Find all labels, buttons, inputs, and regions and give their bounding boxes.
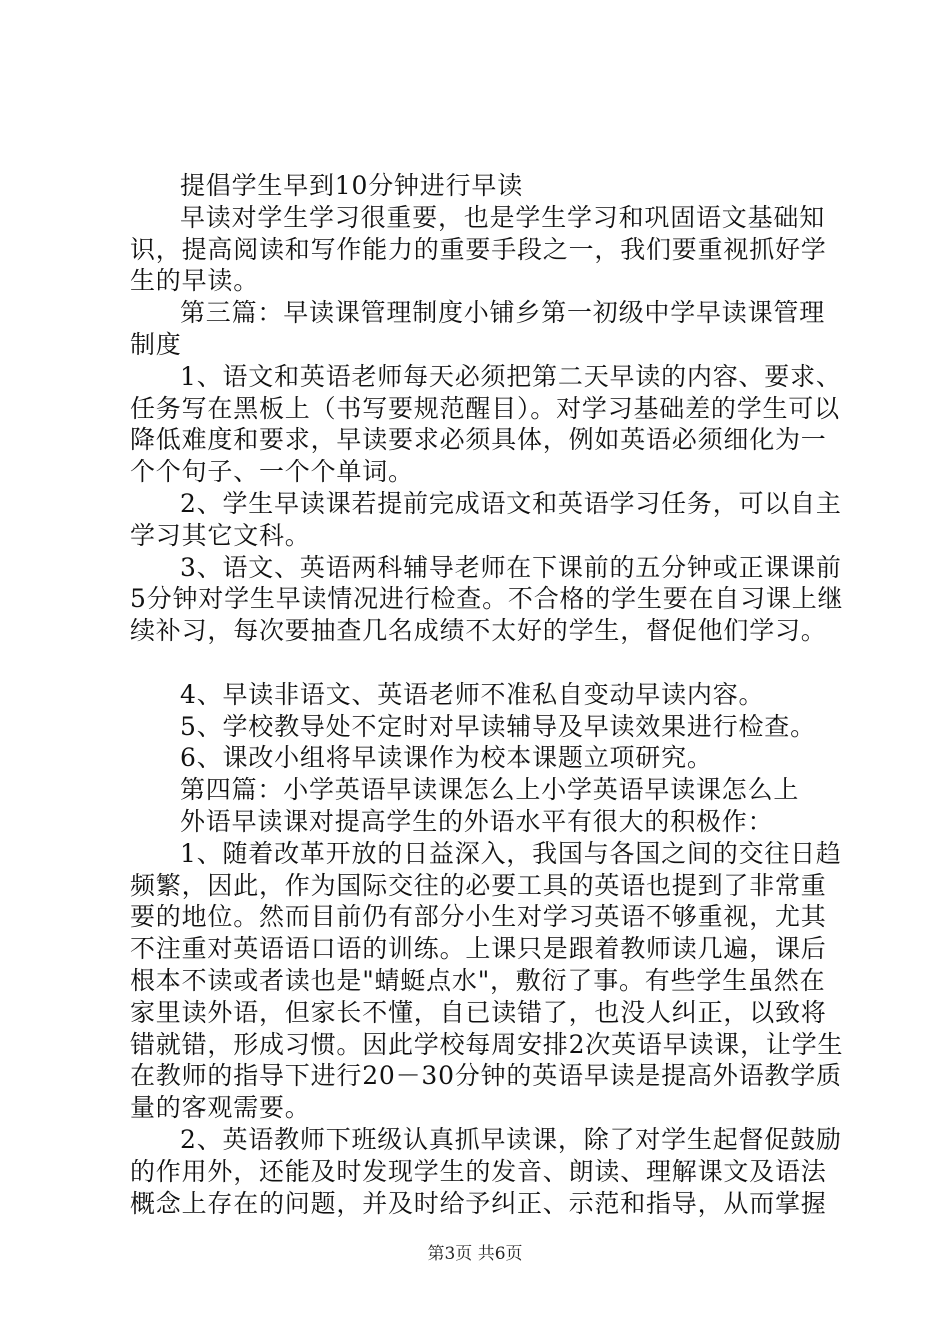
paragraph: 4、早读非语文、英语老师不准私自变动早读内容。 bbox=[180, 679, 765, 709]
paragraph: 5、学校教导处不定时对早读辅导及早读效果进行检查。 bbox=[180, 711, 816, 741]
paragraph: 2、英语教师下班级认真抓早读课，除了对学生起督促鼓励的作用外，还能及时发现学生的发音、朗读、理解课文及语法概念上存在的问题，并及时给予纠正、示范和指导，从而掌握 bbox=[130, 1124, 842, 1218]
section-heading: 第四篇：小学英语早读课怎么上小学英语早读课怎么上 bbox=[180, 775, 800, 805]
paragraph: 6、课改小组将早读课作为校本课题立项研究。 bbox=[180, 743, 713, 773]
page-number-footer: 第3页 共6页 bbox=[427, 1244, 523, 1264]
section-heading: 第三篇：早读课管理制度小铺乡第一初级中学早读课管理制度 bbox=[130, 298, 826, 359]
paragraph: 2、学生早读课若提前完成语文和英语学习任务，可以自主学习其它文科。 bbox=[130, 488, 842, 550]
paragraph: 提倡学生早到10分钟进行早读 bbox=[180, 171, 524, 200]
paragraph: 3、语文、英语两科辅导老师在下课前的五分钟或正课课前5分钟对学生早读情况进行检查。不合格的学生要在自习课上继续补习，每次要抽查几名成绩不太好的学生，督促他们学习。 bbox=[130, 552, 844, 646]
paragraph: 1、语文和英语老师每天必须把第二天早读的内容、要求、任务写在黑板上（书写要规范醒目）。对学习基础差的学生可以降低难度和要求，早读要求必须具体，例如英语必须细化为一个个句子、一个个单词。 bbox=[130, 361, 842, 487]
paragraph: 外语早读课对提高学生的外语水平有很大的积极作： bbox=[180, 806, 774, 836]
paragraph: 1、随着改革开放的日益深入，我国与各国之间的交往日趋频繁，因此，作为国际交往的必要工具的英语也提到了非常重要的地位。然而目前仍有部分小生对学习英语不够重视，尤其不注重对英语语口语的训练。上课只是跟着教师读几遍，课后根本不读或者读也是"蜻蜓点水"，敷衍了事。有些学生虽然在家里读外语，但家长不懂，自已读错了，也没人纠正，以致将错就错，形成习惯。因此学校每周安排2次英语早读课，让学生在教师的指导下进行20－30分钟的英语早读是提高外语教学质量的客观需要。 bbox=[130, 838, 844, 1123]
document-body bbox=[130, 170, 845, 1219]
paragraph: 早读对学生学习很重要，也是学生学习和巩固语文基础知识，提高阅读和写作能力的重要手段之一，我们要重视抓好学生的早读。 bbox=[130, 202, 827, 296]
